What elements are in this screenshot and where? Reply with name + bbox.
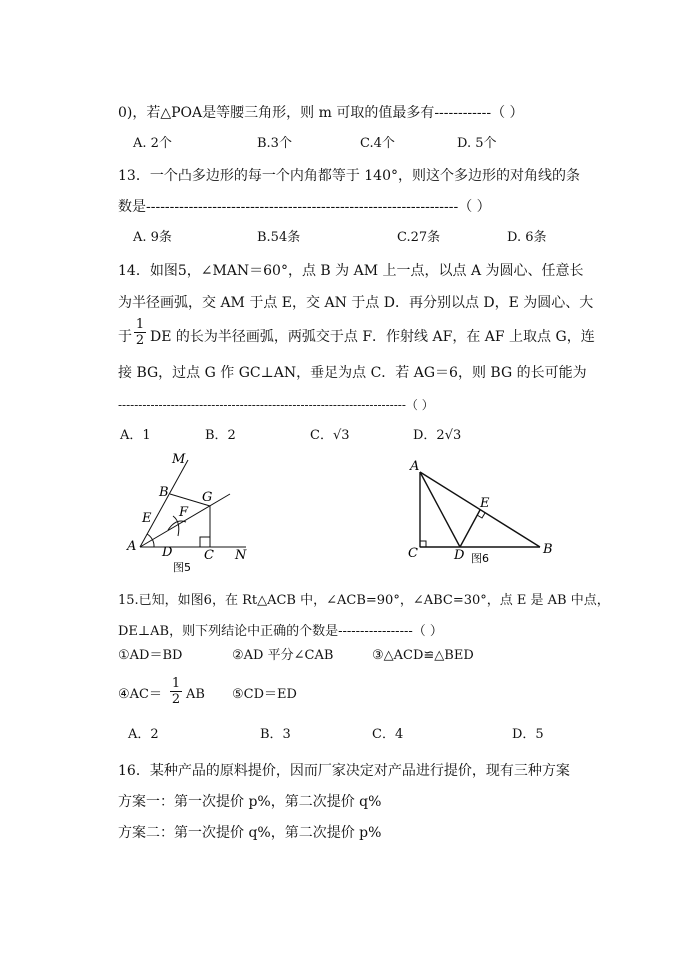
segment-ad (420, 472, 460, 547)
fig5-label-b: B (159, 485, 169, 500)
fig6-label-b: B (543, 542, 553, 557)
fig6-label-e: E (480, 496, 490, 511)
q15-c1-text: AD＝BD (129, 648, 183, 663)
q15-c2-num: ② (232, 648, 244, 663)
q15-option-b: B．3 (260, 727, 291, 742)
q15-line1: 15.已知，如图6，在 Rt△ACB 中，∠ACB=90°，∠ABC=30°，点 E 是 AB 中点， (118, 593, 610, 608)
q13-option-b: B.54条 (257, 230, 301, 245)
fig6-label-c: C (408, 546, 418, 561)
fig5-label-e: E (142, 511, 152, 526)
q14-frac-num: 1 (135, 317, 145, 332)
q14-frac-den: 2 (135, 333, 145, 348)
fig6-label-d: D (454, 548, 465, 563)
right-angle-c (200, 537, 210, 547)
q15-c4-suffix: AB (186, 687, 205, 702)
q15-c1-num: ① (118, 648, 130, 663)
fig5-caption: 图5 (173, 561, 191, 574)
q14-line1: 14．如图5，∠MAN＝60°，点 B 为 AM 上一点，以点 A 为圆心、任意长 (118, 263, 584, 279)
q14-line5: -----------------------------------------------------------------------（ ） (118, 398, 434, 412)
q14-option-a: A．1 (120, 428, 151, 443)
q14-line3-prefix: 于 (118, 329, 132, 345)
q15-c4-frac-den: 2 (171, 692, 181, 707)
figure-5 (118, 450, 268, 575)
q15-option-c: C．4 (372, 727, 404, 742)
right-angle-c6 (420, 541, 426, 547)
fig5-label-m: M (172, 452, 186, 467)
q15-c2-text: AD 平分∠CAB (243, 648, 334, 663)
q12-option-c: C.4个 (360, 136, 395, 151)
q15-c4-num: ④ (118, 687, 130, 702)
fig5-label-d: D (162, 545, 173, 560)
fig6-label-a: A (410, 459, 420, 474)
fig6-caption: 图6 (471, 552, 489, 565)
q15-c5-num: ⑤ (232, 687, 244, 702)
q12-option-d: D. 5个 (457, 136, 497, 151)
q15-c4-prefix: AC＝ (129, 687, 162, 702)
fig5-label-g: G (202, 490, 213, 505)
q14-line2: 为半径画弧，交 AM 于点 E，交 AN 于点 D．再分别以点 D，E 为圆心、大 (118, 295, 594, 311)
q16-line3: 方案二：第一次提价 q%，第二次提价 p% (118, 825, 382, 841)
q15-c3-text: △ACD≌△BED (383, 648, 474, 663)
q13-option-d: D. 6条 (507, 230, 547, 245)
q15-c5-text: CD＝ED (243, 687, 297, 702)
q15-c4-frac-num: 1 (171, 676, 181, 691)
q13-option-c: C.27条 (397, 230, 441, 245)
q13-option-a: A. 9条 (133, 230, 172, 245)
q12-option-b: B.3个 (257, 136, 292, 151)
fig5-label-c: C (204, 548, 214, 563)
q15-c3-num: ③ (372, 648, 384, 663)
q15-conclusion-5 (232, 687, 297, 703)
q15-conclusion-2 (232, 648, 333, 664)
q13-line1: 13．一个凸多边形的每一个内角都等于 140°，则这个多边形的对角线的条 (118, 168, 580, 184)
fig5-label-n: N (235, 548, 247, 563)
q14-option-c: C．√3 (310, 428, 350, 443)
q15-conclusion-4 (118, 687, 162, 703)
q15-conclusion-1 (118, 648, 182, 664)
q15-option-a: A．2 (128, 727, 159, 742)
fig5-label-f: F (179, 505, 189, 520)
q14-option-d: D．2√3 (413, 428, 462, 443)
figure-6 (400, 458, 560, 568)
q15-line2: DE⊥AB，则下列结论中正确的个数是-----------------（ ） (118, 624, 443, 639)
q15-c4-fraction (170, 677, 182, 706)
q14-option-b: B．2 (205, 428, 236, 443)
ray-af (140, 494, 230, 547)
q16-line1: 16．某种产品的原料提价，因而厂家决定对产品进行提价，现有三种方案 (118, 763, 570, 779)
q14-fraction (134, 318, 146, 347)
q12-option-a: A. 2个 (133, 136, 172, 151)
q12-tail: 0)，若△POA是等腰三角形，则 m 可取的值最多有------------（ ） (118, 105, 524, 121)
fig5-label-a: A (127, 539, 137, 554)
q16-line2: 方案一：第一次提价 p%，第二次提价 q% (118, 794, 382, 810)
q15-conclusion-3 (372, 648, 474, 664)
q14-line3: DE 的长为半径画弧，两弧交于点 F．作射线 AF，在 AF 上取点 G，连 (150, 329, 595, 345)
q14-line4: 接 BG，过点 G 作 GC⊥AN，垂足为点 C．若 AG＝6，则 BG 的长可能为 (118, 365, 587, 381)
q13-line2: 数是------------------------------------------------------------------（ ） (118, 199, 491, 215)
q15-option-d: D．5 (512, 727, 544, 742)
